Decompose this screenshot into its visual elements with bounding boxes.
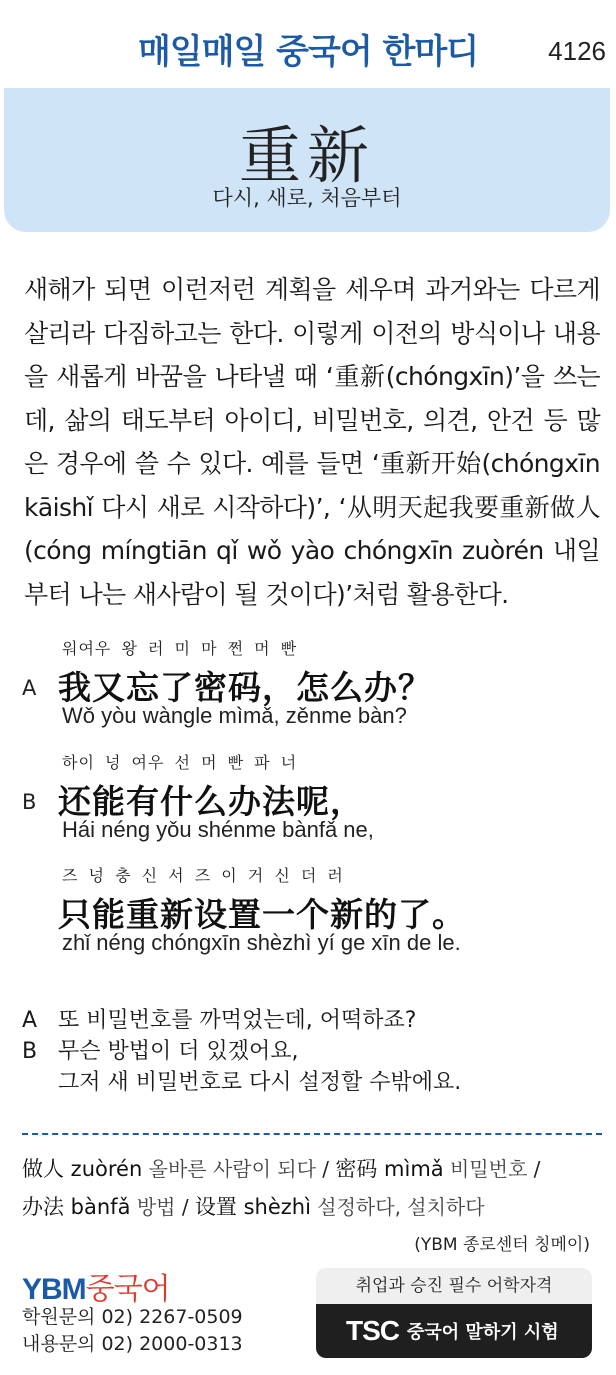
- vocab-gloss: 설정하다, 설치하다: [317, 1195, 485, 1219]
- headword-box: [4, 88, 610, 232]
- tsc-ad-badge: [316, 1268, 592, 1358]
- contact-info: [22, 1304, 243, 1358]
- speaker-label: [22, 1067, 58, 1098]
- vocabulary-list: [22, 1150, 602, 1226]
- dashed-divider: [22, 1133, 602, 1135]
- vocab-separator: /: [322, 1157, 336, 1181]
- korean-translation: [22, 1005, 602, 1098]
- translation-row: [22, 1005, 602, 1036]
- korean-reading: 워여우 왕 러 미 마 쩐 머 빤: [62, 639, 298, 658]
- tsc-name: 중국어 말하기 시험: [407, 1322, 559, 1343]
- speaker-label: A: [22, 1008, 38, 1033]
- vocab-term: 办法 bànfǎ: [22, 1195, 131, 1219]
- vocab-separator: /: [533, 1157, 541, 1181]
- vocab-term: 设置 shèzhì: [194, 1195, 311, 1219]
- vocab-gloss: 비밀번호: [450, 1157, 528, 1181]
- translation-row: [22, 1036, 602, 1067]
- brand-latin: YBM: [22, 1273, 86, 1306]
- vocab-term: 做人 zuòrén: [22, 1157, 143, 1181]
- translation-text: 그저 새 비밀번호로 다시 설정할 수밖에요.: [58, 1070, 462, 1095]
- chinese-sentence: 还能有什么办法呢，: [58, 782, 364, 821]
- vocab-gloss: 방법: [136, 1195, 176, 1219]
- tsc-banner: [316, 1304, 592, 1358]
- translation-text: 또 비밀번호를 까먹었는데, 어떡하죠?: [58, 1008, 417, 1033]
- vocab-term: 密码 mìmǎ: [335, 1157, 444, 1181]
- headword: 重新: [238, 119, 375, 192]
- pinyin-line: Hái néng yǒu shénme bànfǎ ne,: [62, 817, 374, 842]
- speaker-label: B: [22, 1039, 38, 1064]
- pinyin-line: Wǒ yòu wàngle mìmǎ, zěnme bàn?: [62, 703, 407, 728]
- issue-number: 4126: [548, 36, 606, 66]
- series-title: 매일매일 중국어 한마디: [137, 32, 479, 72]
- vocab-separator: /: [181, 1195, 195, 1219]
- explanation-paragraph: 새해가 되면 이런저런 계획을 세우며 과거와는 다르게 살리라 다짐하고는 한다. 이렇게 이전의 방식이나 내용을 새롭게 바꿈을 나타낼 때 ‘重新(chóngxīn)’을 쓰는데, 삶의 태도부터 아이디, 비밀번호, 의견, 안건 등 많은 경우에 쓸 수 있다. 예를 들면 ‘重新开始(chóngxīn kāishǐ 다시 새로 시작하다)’, ‘从明天起我要重新做人(cóng míngtiān qǐ wǒ yào chóngxīn zuòrén 내일부터 나는 새사람이 될 것이다)’처럼 활용한다.: [24, 275, 600, 609]
- content-contact: 내용문의 02) 2000-0313: [22, 1333, 243, 1355]
- headword-meaning: 다시, 새로, 처음부터: [212, 186, 402, 210]
- korean-reading: 하이 넝 여우 선 머 빤 파 너: [62, 753, 298, 772]
- ybm-logo: [22, 1264, 170, 1308]
- chinese-sentence: 我又忘了密码，怎么办？: [58, 668, 432, 707]
- speaker-label: A: [22, 676, 37, 700]
- translation-text: 무슨 방법이 더 있겠어요,: [58, 1039, 299, 1064]
- tsc-tagline: 취업과 승진 필수 어학자격: [355, 1276, 553, 1296]
- header: [0, 0, 616, 88]
- chinese-sentence: 只能重新设置一个新的了。: [58, 895, 466, 934]
- vocab-line-2: [22, 1188, 602, 1226]
- korean-reading: 즈 넝 충 신 서 즈 이 거 신 더 러: [62, 866, 344, 885]
- brand-korean: 중국어: [85, 1272, 170, 1307]
- vocab-line-1: [22, 1150, 602, 1188]
- academy-contact: 학원문의 02) 2267-0509: [22, 1306, 243, 1328]
- speaker-label: B: [22, 790, 37, 814]
- vocab-gloss: 올바른 사람이 되다: [148, 1157, 316, 1181]
- translation-row: [22, 1067, 602, 1098]
- source-credit: (YBM 종로센터 칭메이): [414, 1235, 590, 1255]
- pinyin-line: zhǐ néng chóngxīn shèzhì yí ge xīn de le.: [62, 930, 461, 955]
- tsc-logo: TSC: [346, 1315, 399, 1346]
